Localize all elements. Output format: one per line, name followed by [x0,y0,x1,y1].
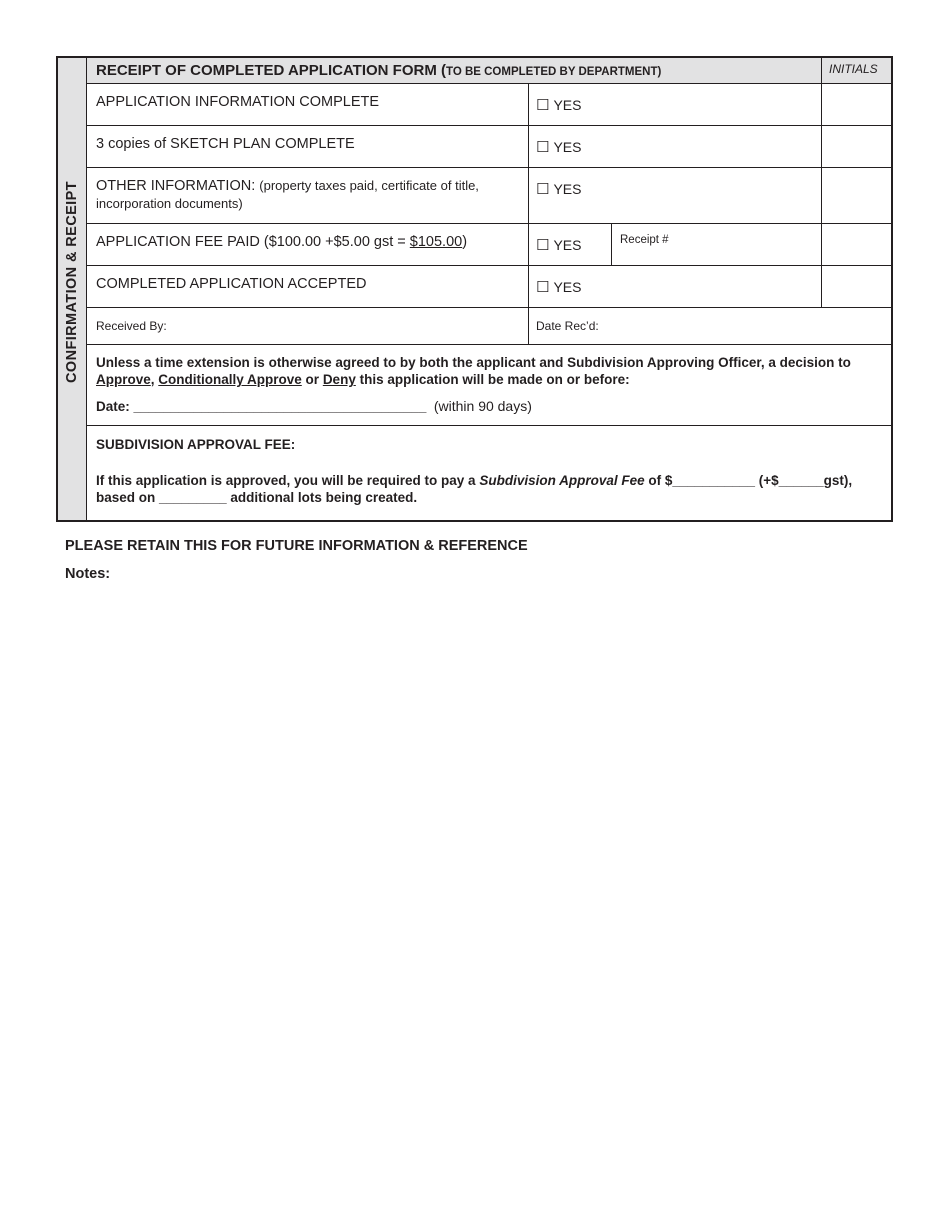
checkbox-icon[interactable]: ☐ [536,139,550,156]
fee-title: SUBDIVISION APPROVAL FEE: [96,437,296,452]
fee-amount: $105.00 [409,234,463,250]
initials-header: INITIALS [829,62,878,76]
row-label: OTHER INFORMATION: (property taxes paid, certificate of title, [96,178,479,194]
decision-date-line: Date: _______________________________________ (within 90 days) [96,398,532,414]
divider [87,344,891,345]
checkbox-icon[interactable]: ☐ [536,237,550,254]
yes-option[interactable]: ☐ YES [536,279,582,296]
divider [87,307,891,308]
retain-notice: PLEASE RETAIN THIS FOR FUTURE INFORMATION & REFERENCE [65,538,528,554]
confirmation-receipt-form [56,56,893,522]
notes-label: Notes: [65,566,111,582]
divider [87,425,891,426]
row-label: COMPLETED APPLICATION ACCEPTED [96,276,367,292]
decision-text: Unless a time extension is otherwise agreed to by both the applicant and Subdivision Approving Officer, a decision to Approve, Conditionally Approve or Deny this application will be made on or before: [96,355,851,387]
received-by-label: Received By: [96,319,167,333]
divider [528,83,529,344]
divider [87,125,891,126]
row-sublabel: incorporation documents) [96,196,243,211]
checkbox-icon[interactable]: ☐ [536,181,550,198]
row-label: 3 copies of SKETCH PLAN COMPLETE [96,136,355,152]
form-title: RECEIPT OF COMPLETED APPLICATION FORM (TO BE COMPLETED BY DEPARTMENT) [96,62,662,79]
divider [87,265,891,266]
date-received-label: Date Rec’d: [536,319,599,333]
divider [87,223,891,224]
yes-option[interactable]: ☐ YES [536,181,582,198]
divider [87,167,891,168]
yes-option[interactable]: ☐ YES [536,139,582,156]
yes-option[interactable]: ☐ YES [536,237,582,254]
form-title-note: TO BE COMPLETED BY DEPARTMENT) [446,66,662,78]
divider [821,58,822,307]
divider [611,223,612,265]
row-sublabel: (property taxes paid, certificate of title, [259,178,479,193]
divider [87,83,891,84]
yes-option[interactable]: ☐ YES [536,97,582,114]
row-label: APPLICATION INFORMATION COMPLETE [96,94,380,110]
form-sidebar [58,58,87,520]
receipt-number-label: Receipt # [620,234,669,246]
fee-text: If this application is approved, you will be required to pay a Subdivision Approval Fee of $___________ (+$______gst), based on _________ additional lots being created. [96,473,853,505]
checkbox-icon[interactable]: ☐ [536,279,550,296]
checkbox-icon[interactable]: ☐ [536,97,550,114]
sidebar-label: CONFIRMATION & RECEIPT [64,181,80,383]
fee-paid-label: APPLICATION FEE PAID ($100.00 +$5.00 gst = $105.00) [96,234,468,250]
